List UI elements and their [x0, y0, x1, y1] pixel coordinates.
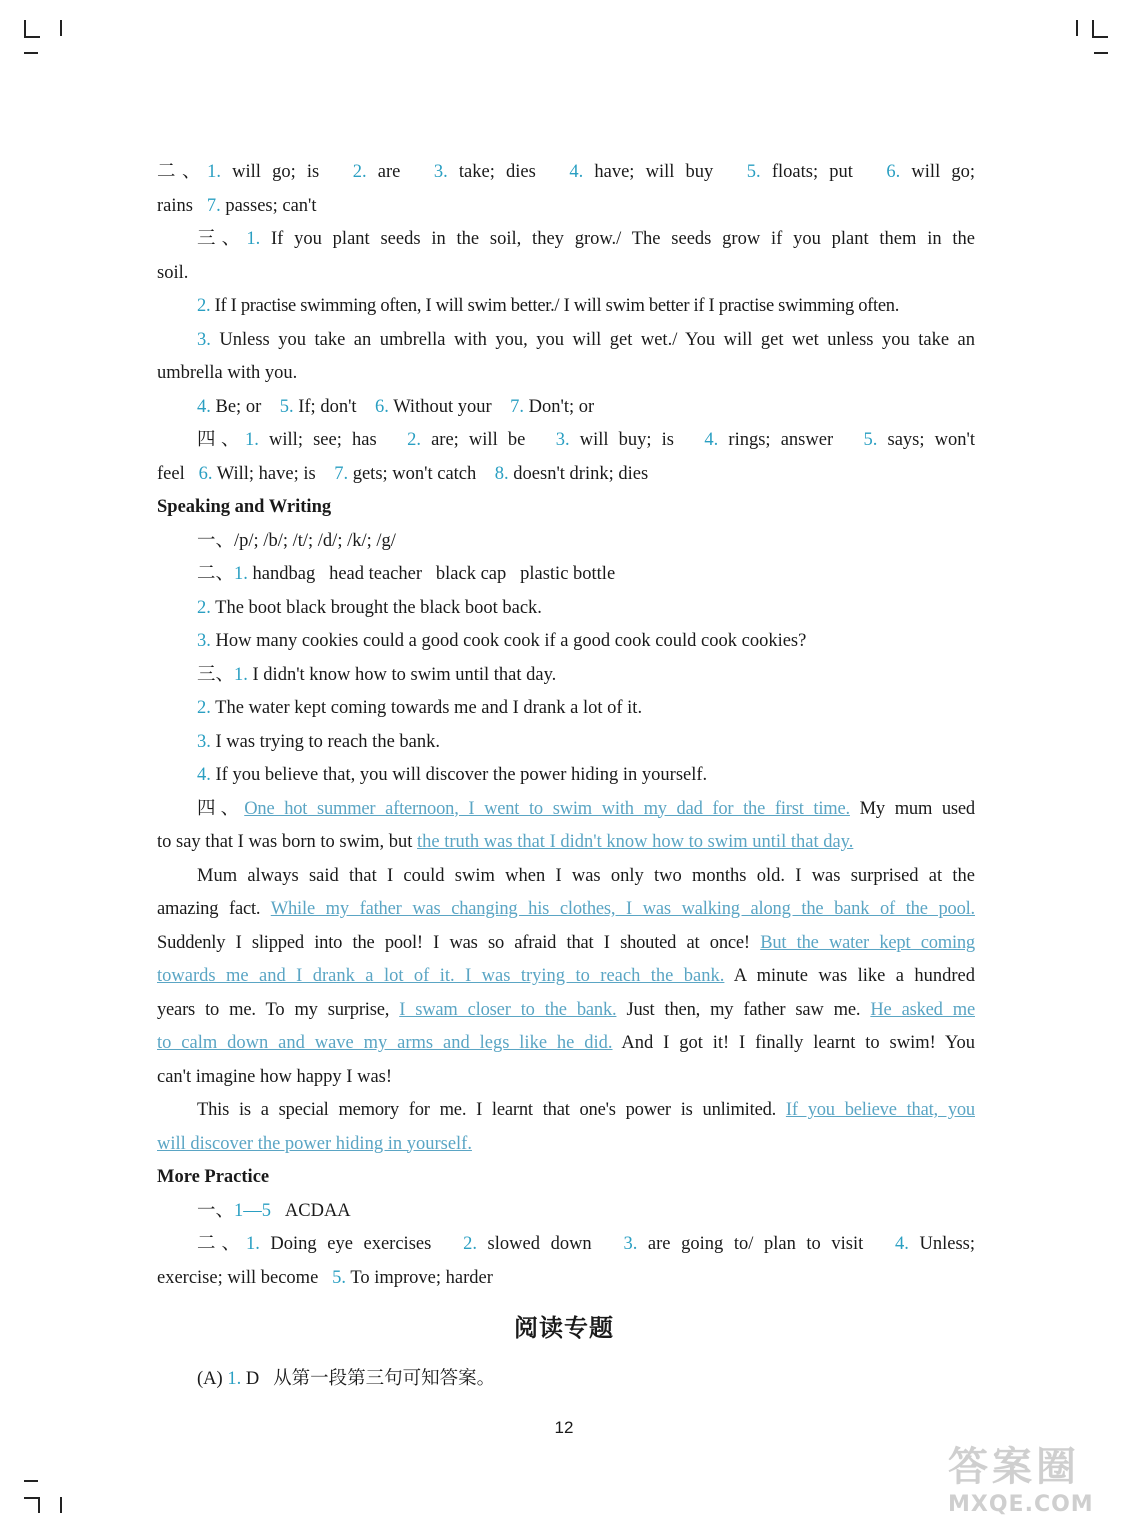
essay-line: towards me and I drank a lot of it. I was trying to reach the bank. A minute was like a hundred — [157, 966, 975, 986]
section-heading: Speaking and Writing — [157, 497, 332, 517]
crop-mark-top-right — [1092, 36, 1108, 38]
crop-mark-top-left — [60, 20, 62, 36]
crop-mark-top-left — [24, 36, 40, 38]
answer-line: (A) 1. D 从第一段第三句可知答案。 — [197, 1369, 496, 1389]
crop-mark-top-left — [24, 52, 38, 54]
answer-line: 4. If you believe that, you will discover the power hiding in yourself. — [197, 765, 708, 785]
answer-line: 一、1—5 ACDAA — [197, 1200, 351, 1221]
essay-line: 四、One hot summer afternoon, I went to swim with my dad for the first time. My mum used — [197, 798, 975, 819]
crop-mark-top-right — [1092, 20, 1094, 36]
essay-line: can't imagine how happy I was! — [157, 1066, 393, 1087]
answer-content — [157, 156, 975, 1295]
answer-line: 3. How many cookies could a good cook cook if a good cook could cook cookies? — [197, 631, 807, 651]
answer-line: umbrella with you. — [157, 363, 298, 383]
answer-line: 二、1. handbag head teacher black cap plastic bottle — [197, 564, 616, 584]
essay-line: Mum always said that I could swim when I was only two months old. I was surprised at the — [197, 865, 975, 886]
essay-line: will discover the power hiding in yourself. — [157, 1133, 472, 1154]
section-heading: More Practice — [157, 1167, 270, 1187]
answer-line: 二、1. Doing eye exercises 2. slowed down 3. are going to/ plan to visit 4. Unless; — [197, 1234, 975, 1254]
answer-line: 2. If I practise swimming often, I will swim better./ I will swim better if I practise swimming often. — [197, 296, 900, 316]
crop-mark-bottom-left — [60, 1497, 62, 1513]
answer-line: 一、/p/; /b/; /t/; /d/; /k/; /g/ — [197, 530, 396, 551]
answer-line: feel 6. Will; have; is 7. gets; won't catch 8. doesn't drink; dies — [157, 463, 649, 484]
essay-line: Suddenly I slipped into the pool! I was so afraid that I shouted at once! But the water kept coming — [157, 932, 975, 953]
crop-mark-bottom-left — [38, 1497, 40, 1513]
essay-line: This is a special memory for me. I learnt that one's power is unlimited. If you believe that, you — [197, 1100, 975, 1120]
answer-line: soil. — [157, 262, 189, 283]
answer-line: 二、1. will go; is 2. are 3. take; dies 4. have; will buy 5. floats; put 6. will go; — [157, 162, 975, 182]
answer-line: 3. Unless you take an umbrella with you, you will get wet./ You will get wet unless you take an — [197, 329, 975, 350]
crop-mark-bottom-left — [24, 1480, 38, 1482]
answer-line: 四、1. will; see; has 2. are; will be 3. will buy; is 4. rings; answer 5. says; won't — [197, 430, 975, 450]
answer-line: 2. The water kept coming towards me and I drank a lot of it. — [197, 698, 643, 718]
answer-line: 三、1. I didn't know how to swim until that day. — [197, 664, 557, 685]
answer-line: 2. The boot black brought the black boot back. — [197, 597, 542, 618]
watermark-logo: 答案圈 MXQE.COM — [948, 1444, 1094, 1517]
crop-mark-top-right — [1094, 52, 1108, 54]
crop-mark-top-left — [24, 20, 26, 36]
answer-line: exercise; will become 5. To improve; harder — [157, 1267, 493, 1288]
page-number: 12 — [554, 1418, 574, 1437]
answer-line: 3. I was trying to reach the bank. — [197, 731, 440, 752]
essay-line: to say that I was born to swim, but the truth was that I didn't know how to swim until that day. — [157, 832, 854, 852]
answer-line: 4. Be; or 5. If; don't 6. Without your 7. Don't; or — [197, 396, 595, 417]
answer-line: 三、1. If you plant seeds in the soil, they grow./ The seeds grow if you plant them in the — [197, 229, 975, 249]
essay-line: years to me. To my surprise, I swam closer to the bank. Just then, my father saw me. He asked me — [157, 999, 975, 1020]
crop-mark-top-right — [1076, 20, 1078, 36]
answer-line: rains 7. passes; can't — [157, 195, 317, 216]
essay-line: amazing fact. While my father was changing his clothes, I was walking along the bank of the pool. — [157, 899, 975, 919]
essay-line: to calm down and wave my arms and legs like he did. And I got it! I finally learnt to swim! You — [157, 1033, 975, 1053]
section-title: 阅读专题 — [514, 1314, 614, 1342]
